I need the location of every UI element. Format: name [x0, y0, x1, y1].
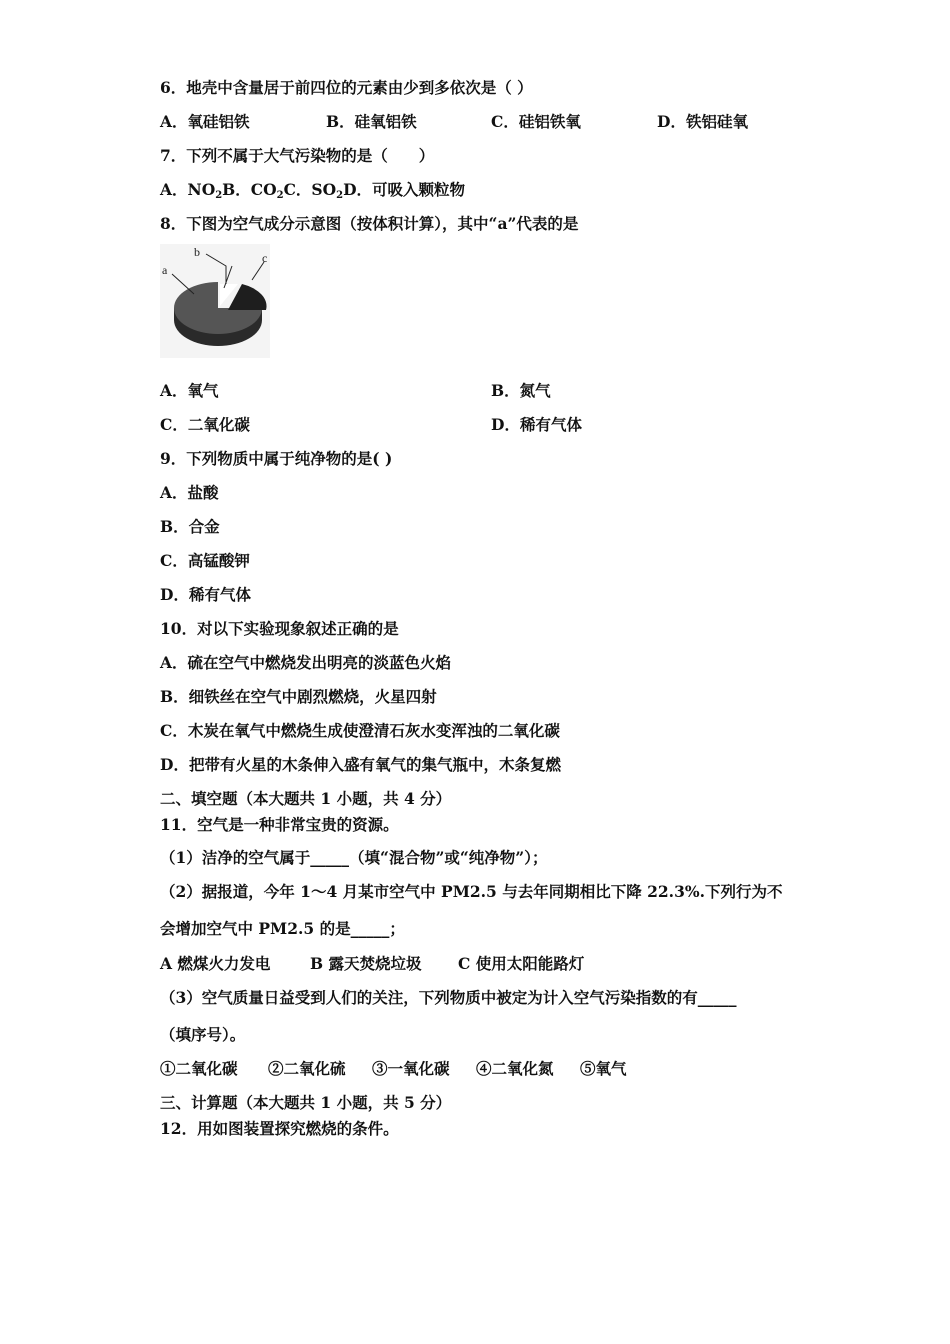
q10-stem: 10．对以下实验现象叙述正确的是 — [160, 619, 399, 638]
q11-part2-option-b: B 露天焚烧垃圾 — [310, 954, 422, 973]
air-composition-pie-figure — [160, 244, 270, 358]
pie-chart-svg — [160, 244, 270, 358]
q10-option-a: A．硫在空气中燃烧发出明亮的淡蓝色火焰 — [160, 653, 452, 672]
q11-part2-option-a: A 燃煤火力发电 — [160, 954, 271, 973]
q8-option-b: B．氮气 — [491, 381, 551, 400]
q11-part3-option-1: ①二氧化碳 — [160, 1059, 238, 1078]
q11-part3-line1: （3）空气质量日益受到人们的关注，下列物质中被定为计入空气污染指数的有_____ — [160, 988, 737, 1007]
q10-option-b: B．细铁丝在空气中剧烈燃烧，火星四射 — [160, 687, 437, 706]
q11-stem: 11．空气是一种非常宝贵的资源。 — [160, 815, 399, 834]
q7-option-b: B．CO — [222, 180, 277, 199]
leader-line-a — [172, 274, 194, 294]
q9-option-c: C．高锰酸钾 — [160, 551, 250, 570]
q8-stem: 8．下图为空气成分示意图（按体积计算），其中“a”代表的是 — [160, 214, 579, 233]
q11-part2-line1: （2）据报道，今年 1～4 月某市空气中 PM2.5 与去年同期相比下降 22.3%.下列行为不 — [160, 882, 783, 901]
q11-part3-option-2: ②二氧化硫 — [268, 1059, 346, 1078]
q11-part3-option-3: ③一氧化碳 — [372, 1059, 450, 1078]
q7-stem: 7．下列不属于大气污染物的是（ ） — [160, 146, 435, 165]
q7-option-c: C．SO — [283, 180, 337, 199]
q6-option-b: B．硅氧铝铁 — [326, 112, 417, 131]
q7-option-a: A．NO — [160, 180, 216, 199]
q6-option-a: A．氧硅铝铁 — [160, 112, 250, 131]
q11-part3-option-5: ⑤氧气 — [580, 1059, 627, 1078]
q8-option-c: C．二氧化碳 — [160, 415, 250, 434]
q11-part3-line2: （填序号）。 — [160, 1025, 246, 1044]
q11-part3-option-4: ④二氧化氮 — [476, 1059, 554, 1078]
q7-option-c-sub: 2 — [336, 190, 344, 201]
q6-stem: 6．地壳中含量居于前四位的元素由少到多依次是（ ） — [160, 78, 533, 97]
q7-option-d: D．可吸入颗粒物 — [343, 180, 466, 199]
q11-part2-line2: 会增加空气中 PM2.5 的是_____； — [160, 919, 405, 938]
q10-option-d: D．把带有火星的木条伸入盛有氧气的集气瓶中，木条复燃 — [160, 755, 561, 774]
q8-option-a: A．氧气 — [160, 381, 219, 400]
q6-option-c: C．硅铝铁氧 — [491, 112, 581, 131]
q7-option-a-sub: 2 — [215, 190, 223, 201]
q6-option-d: D．铁铝硅氧 — [657, 112, 748, 131]
q11-part1: （1）洁净的空气属于_____（填“混合物”或“纯净物”）； — [160, 848, 548, 867]
q11-part2-option-c: C 使用太阳能路灯 — [458, 954, 585, 973]
label-c: c — [262, 251, 268, 265]
q7-options — [160, 180, 465, 206]
section-2-heading: 二、填空题（本大题共 1 小题，共 4 分） — [160, 789, 452, 808]
q9-option-b: B．合金 — [160, 517, 220, 536]
label-a: a — [162, 263, 168, 277]
leader-line-b — [206, 254, 226, 284]
q10-option-c: C．木炭在氧气中燃烧生成使澄清石灰水变浑浊的二氧化碳 — [160, 721, 560, 740]
q9-stem: 9．下列物质中属于纯净物的是( ) — [160, 449, 393, 468]
q8-option-d: D．稀有气体 — [491, 415, 582, 434]
q12-stem: 12．用如图装置探究燃烧的条件。 — [160, 1119, 399, 1138]
q7-option-b-sub: 2 — [276, 190, 284, 201]
section-3-heading: 三、计算题（本大题共 1 小题，共 5 分） — [160, 1093, 452, 1112]
q9-option-d: D．稀有气体 — [160, 585, 251, 604]
q9-option-a: A．盐酸 — [160, 483, 219, 502]
label-b: b — [194, 245, 200, 259]
